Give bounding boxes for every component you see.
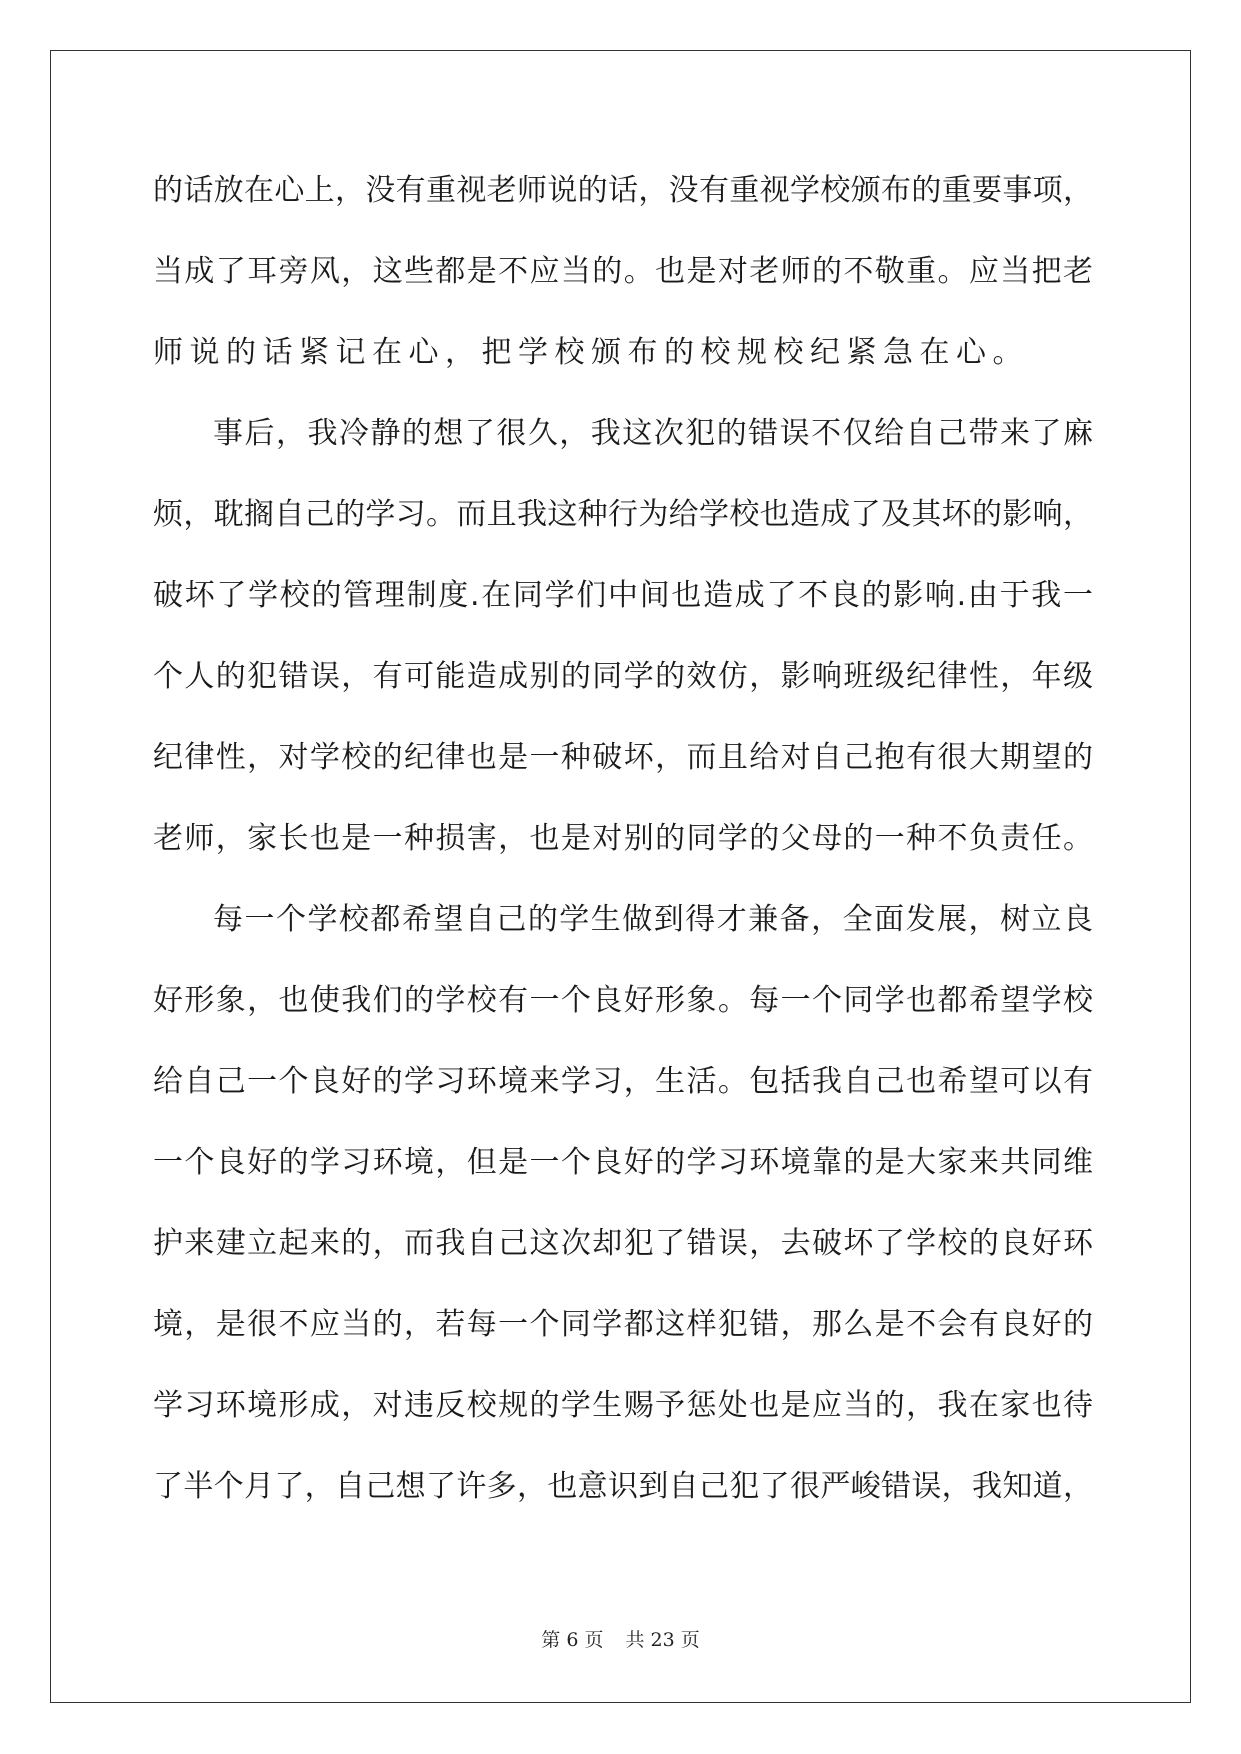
- page-total: 共 23 页: [625, 1629, 700, 1651]
- text-line: 每一个学校都希望自己的学生做到得才兼备，全面发展，树立良: [213, 902, 1093, 937]
- text-line: 好形象，也使我们的学校有一个良好形象。每一个同学也都希望学校: [153, 983, 1093, 1018]
- text-line: 护来建立起来的，而我自己这次却犯了错误，去破坏了学校的良好环: [153, 1226, 1093, 1261]
- text-line: 境，是很不应当的，若每一个同学都这样犯错，那么是不会有良好的: [153, 1307, 1093, 1342]
- text-line: 当成了耳旁风，这些都是不应当的。也是对老师的不敬重。应当把老: [153, 254, 1093, 289]
- text-line: 师说的话紧记在心，把学校颁布的校规校纪紧急在心。: [153, 335, 1029, 370]
- text-line: 破坏了学校的管理制度.在同学们中间也造成了不良的影响.由于我一: [153, 578, 1093, 613]
- page-number: 第 6 页: [541, 1629, 604, 1651]
- text-line: 的话放在心上，没有重视老师说的话，没有重视学校颁布的重要事项，: [153, 173, 1093, 208]
- text-line: 了半个月了，自己想了许多，也意识到自己犯了很严峻错误，我知道，: [153, 1469, 1093, 1504]
- text-line: 纪律性，对学校的纪律也是一种破坏，而且给对自己抱有很大期望的: [153, 740, 1093, 775]
- text-line: 一个良好的学习环境，但是一个良好的学习环境靠的是大家来共同维: [153, 1145, 1093, 1180]
- text-line: 学习环境形成，对违反校规的学生赐予惩处也是应当的，我在家也待: [153, 1388, 1093, 1423]
- text-line: 个人的犯错误，有可能造成别的同学的效仿，影响班级纪律性，年级: [153, 659, 1093, 694]
- text-line: 烦，耽搁自己的学习。而且我这种行为给学校也造成了及其坏的影响，: [153, 497, 1093, 532]
- document-body: [153, 150, 1093, 1527]
- text-line: 给自己一个良好的学习环境来学习，生活。包括我自己也希望可以有: [153, 1064, 1093, 1099]
- text-line: 事后，我冷静的想了很久，我这次犯的错误不仅给自己带来了麻: [213, 416, 1093, 451]
- page-footer: [0, 1625, 1241, 1652]
- text-line: 老师，家长也是一种损害，也是对别的同学的父母的一种不负责任。: [153, 821, 1093, 856]
